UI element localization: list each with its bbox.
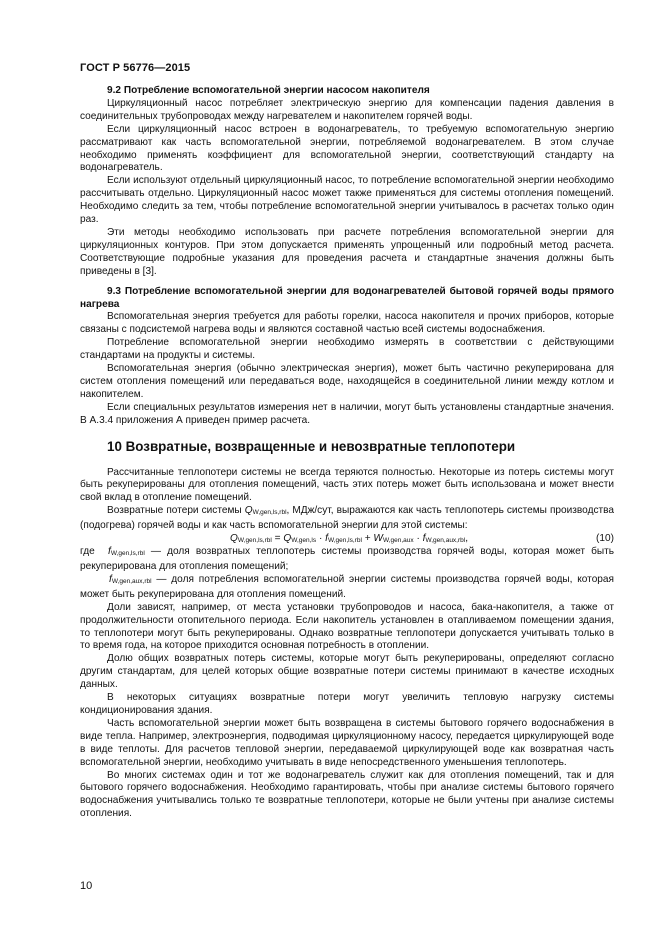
paragraph: Доли зависят, например, от места установки трубопроводов и насоса, бака-накопителя, а также от продолжительности отопительного периода. Если накопитель установлен в отапливаемом помещении здания, то теплопотери могут быть рекуперированы. Однако возвратные теплопотери допускается учитывать только в то время года, на которое приходится основная потребность в отоплении.: [80, 601, 614, 652]
section-9-2-title: 9.2 Потребление вспомогательной энергии насосом накопителя: [107, 85, 430, 96]
formula-op: ·: [316, 533, 326, 545]
page-number: 10: [80, 880, 93, 892]
symbol-q: Q: [244, 505, 253, 517]
paragraph: Если специальных результатов измерения нет в наличии, могут быть установлены стандартные значения. В А.3.4 приложения А приведен пример расчета.: [80, 401, 614, 426]
text-fragment: , МДж/сут, выражаются как часть теплопотерь системы производства (подогрева) горячей воды и как часть вспомогательной энергии для этой системы:: [80, 505, 614, 532]
formula-10: [80, 533, 614, 546]
paragraph: Вспомогательная энергия требуется для работы горелки, насоса накопителя и прочих приборов, которые связаны с подсистемой нагрева воды и являются составной частью всей системы водоснабжения.: [80, 311, 614, 336]
paragraph: Если используют отдельный циркуляционный насос, то потребление вспомогательной энергии необходимо рассчитывать отдельно. Циркуляционный насос может также применяться для системы отопления помещений. Необходимо следить за тем, чтобы потребление вспомогательной энергии учитывалось в расчетах только один раз.: [80, 175, 614, 226]
formula-sub: W,gen,aux,rbl: [425, 537, 466, 545]
paragraph: Если циркуляционный насос встроен в водонагреватель, то требуемую вспомогательную энергию рассматривают как часть вспомогательной энергии, потребляемой водонагревателем. В этом случае необходимо применять коэффициент для вспомогательной энергии, соответствующий стандарту на водонагреватель.: [80, 123, 614, 174]
symbol-subscript: W,gen,ls,rbl: [252, 509, 287, 517]
formula-sub: W,gen,ls: [291, 537, 317, 545]
paragraph: В некоторых ситуациях возвратные потери могут увеличить тепловую нагрузку системы кондиционирования здания.: [80, 692, 614, 716]
text-fragment: Возвратные потери системы: [107, 505, 245, 517]
formula-sub: W,gen,ls,rbl: [327, 537, 362, 545]
formula-lhs: Q: [230, 533, 238, 545]
document-header: ГОСТ Р 56776—2015: [80, 62, 191, 74]
formula-op: ,: [465, 533, 469, 545]
symbol-subscript: W,gen,aux,rbl: [111, 577, 152, 585]
chapter-10-title: 10 Возвратные, возвращенные и невозвратные теплопотери: [107, 438, 516, 454]
formula-op: =: [271, 533, 284, 545]
formula-number: (10): [596, 533, 614, 545]
formula-term: f: [422, 533, 426, 545]
formula-term: W: [373, 533, 383, 545]
formula-sub: W,gen,ls,rbl: [237, 537, 272, 545]
formula-body: [230, 533, 468, 548]
paragraph: Рассчитанные теплопотери системы не всегда теряются полностью. Некоторые из потерь системы могут быть рекуперированы для отопления помещений, часть этих потерь может быть использована и может внести свой вклад в отопление помещений.: [80, 466, 614, 504]
paragraph: Эти методы необходимо использовать при расчете потребления вспомогательной энергии для циркуляционных контуров. При этом допускается применять упрощенный или подробный метод расчета. Соответствующие подробные указания для проведения расчета и стандартные значения должны быть приведены в [3].: [80, 226, 614, 277]
document-body: [80, 85, 614, 821]
where-clause-1: [80, 546, 614, 574]
paragraph: Долю общих возвратных потерь системы, которые могут быть рекуперированы, определяют согласно другим стандартам, для целей которых общие возвратные потери системы принимают в качестве исходных данных.: [80, 653, 614, 691]
formula-op: ·: [413, 533, 423, 545]
symbol-f: f: [109, 573, 112, 585]
symbol-f: f: [108, 546, 111, 558]
where-word: где: [80, 546, 95, 558]
where-text: — доля потребления вспомогательной энергии системы производства горячей воды, которая может быть рекуперирована для отопления помещений.: [80, 573, 614, 600]
paragraph: Во многих системах один и тот же водонагреватель служит как для отопления помещений, так и для бытового горячего водоснабжения. Необходимо гарантировать, чтобы при анализе системы бытового горячего водоснабжения учитывались только те возвратные теплопотери, которые не были учтены при анализе системы отопления.: [80, 769, 614, 820]
paragraph-with-symbol: [80, 505, 614, 533]
paragraph: Вспомогательная энергия (обычно электрическая энергия), может быть частично рекуперирована для систем отопления помещений или передаваться воде, находящейся в соединительной линии между котлом и накопителем.: [80, 363, 614, 400]
formula-term: Q: [283, 533, 292, 545]
formula-op: +: [361, 533, 374, 545]
paragraph: Часть вспомогательной энергии может быть возвращена в системы бытового горячего водоснабжения в виде тепла. Например, электроэнергия, подводимая циркуляционному насосу, передается циркулирующей воде в виде теплоты. Для расчетов тепловой энергии, передаваемой циркулирующей воде как возвратная часть вспомогательной энергии, необходимо учитывать в виде непосредственного уменьшения теплопотерь.: [80, 717, 614, 768]
symbol-subscript: W,gen,ls,rbl: [110, 550, 145, 558]
formula-term: f: [325, 533, 328, 545]
where-text: — доля возвратных теплопотерь системы производства горячей воды, которая может быть рекуперирована для отопления помещений;: [80, 546, 614, 572]
paragraph: Потребление вспомогательной энергии необходимо измерять в соответствии с действующими стандартами на продукты и системы.: [80, 337, 614, 362]
where-clause-2: [80, 574, 614, 602]
paragraph: Циркуляционный насос потребляет электрическую энергию для компенсации падения давления в соединительных трубопроводах между нагревателем и накопителем горячей воды.: [80, 97, 614, 122]
section-9-3-title: 9.3 Потребление вспомогательной энергии для водонагревателей бытовой горячей воды прямого нагрева: [80, 285, 614, 310]
formula-sub: W,gen,aux: [382, 537, 414, 545]
